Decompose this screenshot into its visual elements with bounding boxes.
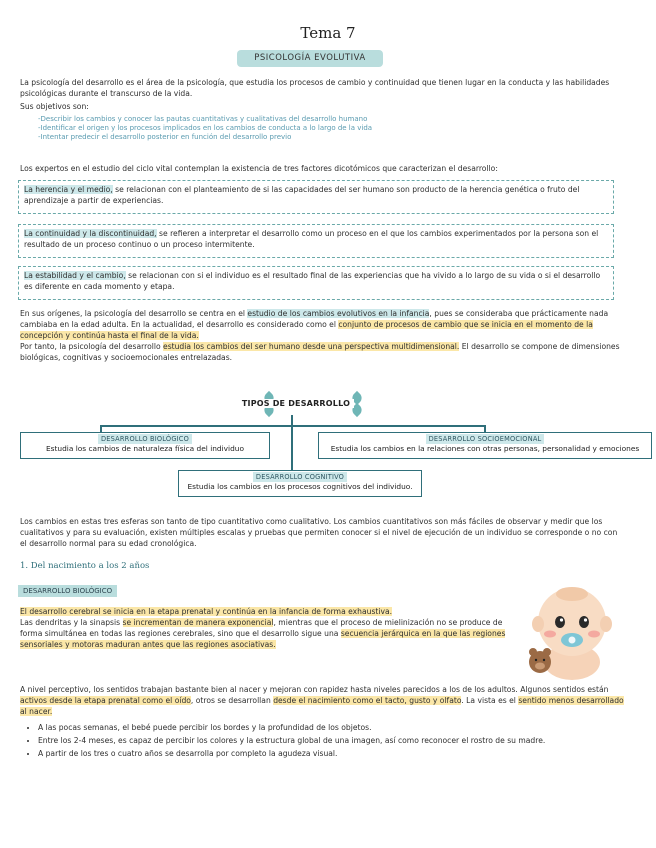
- origins-paragraph: [20, 308, 624, 363]
- objectives-label: Sus objetivos son:: [20, 102, 89, 111]
- changes-paragraph: Los cambios en estas tres esferas son tanto de tipo cuantitativo como cualitativo. Los cambios cuantitativos son más fáciles de observar y medir que los cualitativos y para su evaluación, existen múltiples escalas y pruebas que permiten conocer si el nivel de ejecución de un individuo se corresponde o no con el desarrollo normal para su edad cronológica.: [20, 517, 618, 548]
- connector-line: [100, 425, 484, 427]
- section-tag: DESARROLLO BIOLÓGICO: [18, 585, 117, 597]
- factor-text: se refieren a interpretar el desarrollo como un proceso en el que los cambios experimentados por la persona son el resultado de un proceso continuo o un proceso intermitente.: [24, 229, 599, 249]
- type-label: DESARROLLO COGNITIVO: [253, 472, 347, 482]
- factor-key: La continuidad y la discontinuidad,: [24, 229, 157, 238]
- text-span: , mientras que el proceso de mielinización no se produce de forma simultánea en todas las regiones cerebrales, sino que el desarrollo sigue una: [20, 618, 503, 638]
- highlight-span: se incrementan de manera exponencial: [122, 618, 274, 627]
- type-label: DESARROLLO SOCIOEMOCIONAL: [426, 434, 545, 444]
- highlight-span: estudio de los cambios evolutivos en la infancia: [247, 309, 430, 318]
- text-span: Las dendritas y la sinapsis: [20, 618, 123, 627]
- highlight-span: secuencia jerárquica en la que las regiones sensoriales y motoras maduran antes que las regiones asociativas.: [20, 629, 506, 649]
- factor-key: La estabilidad y el cambio,: [24, 271, 126, 280]
- perception-paragraph: [20, 684, 624, 717]
- type-description: Estudia los cambios de naturaleza física del individuo: [45, 444, 244, 453]
- highlight-span: activos desde la etapa prenatal como el oído: [20, 696, 191, 705]
- connector-line: [291, 415, 293, 470]
- section-heading: 1. Del nacimiento a los 2 años: [20, 561, 150, 571]
- highlight-span: sentido menos desarrollado al nacer.: [20, 696, 624, 716]
- type-box-cognitive: [178, 470, 422, 497]
- brain-paragraph: [20, 606, 516, 650]
- list-item: • Entre los 2-4 meses, es capaz de percibir los colores y la estructura global de una imagen, así como reconocer el rostro de su madre.: [38, 735, 644, 746]
- types-banner-label: TIPOS DE DESARROLLO: [238, 399, 354, 408]
- baby-illustration-icon: [524, 578, 616, 682]
- factor-box: [18, 266, 614, 300]
- factor-text: se relacionan con si el individuo es el resultado final de las experiencias que ha vivido a lo largo de su vida o si el desarrollo es diferente en cada momento y etapa.: [24, 271, 601, 291]
- highlight-span: desde el nacimiento como el tacto, gusto y olfato: [273, 696, 462, 705]
- highlight-span: El desarrollo cerebral se inicia en la etapa prenatal y continúa en la infancia de forma exhaustiva.: [20, 607, 393, 616]
- text-span: A nivel perceptivo, los sentidos trabajan bastante bien al nacer y mejoran con rapidez hasta niveles parecidos a los de los adultos. Algunos sentidos están: [20, 685, 609, 694]
- page-title: Tema 7: [300, 24, 356, 42]
- type-box-biological: [20, 432, 270, 459]
- highlight-span: conjunto de procesos de cambio que se inicia en el momento de la concepción y continúa hasta el final de la vida.: [20, 320, 593, 340]
- objective-item: -Describir los cambios y conocer las pautas cuantitativas y cualitativas del desarrollo humano: [38, 115, 368, 123]
- text-span: , otros se desarrollan: [190, 696, 274, 705]
- page-subtitle: PSICOLOGÍA EVOLUTIVA: [237, 50, 383, 67]
- highlight-span: estudia los cambios del ser humano desde una perspectiva multidimensional.: [163, 342, 460, 351]
- list-item: • A las pocas semanas, el bebé puede percibir los bordes y la profundidad de los objetos.: [38, 722, 644, 733]
- factors-intro: Los expertos en el estudio del ciclo vital contemplan la existencia de tres factores dicotómicos que caracterizan el desarrollo:: [20, 164, 498, 173]
- text-span: En sus orígenes, la psicología del desarrollo se centra en el: [20, 309, 248, 318]
- intro-paragraph: La psicología del desarrollo es el área de la psicología, que estudia los procesos de cambio y continuidad que tienen lugar en la conducta y las habilidades psicológicas durante el transcurso de la vida.: [20, 78, 610, 98]
- objectives-list: [38, 115, 558, 141]
- text-span: . La vista es el: [461, 696, 519, 705]
- text-span: Por tanto, la psicología del desarrollo: [20, 342, 164, 351]
- type-description: Estudia los cambios en la relaciones con otras personas, personalidad y emociones: [330, 444, 640, 453]
- factor-text: se relacionan con el planteamiento de si las capacidades del ser humano son producto de la herencia genética o fruto del aprendizaje a partir de experiencias.: [24, 185, 580, 205]
- factor-box: [18, 224, 614, 258]
- factor-box: [18, 180, 614, 214]
- list-item: • A partir de los tres o cuatro años se desarrolla por completo la agudeza visual.: [38, 748, 644, 759]
- text-span: , pues se consideraba que prácticamente nada cambiaba en la edad adulta. En la actualidad, el desarrollo es considerado como el: [20, 309, 609, 329]
- objective-item: -Intentar predecir el desarrollo posterior en función del desarrollo previo: [38, 132, 292, 141]
- type-box-socioemotional: [318, 432, 652, 459]
- type-label: DESARROLLO BIOLÓGICO: [98, 434, 192, 444]
- factor-key: La herencia y el medio,: [24, 185, 113, 194]
- type-description: Estudia los cambios en los procesos cognitivos del individuo.: [187, 482, 413, 491]
- objective-item: -Identificar el origen y los procesos implicados en los cambios de conducta a lo largo de la vida: [38, 123, 373, 132]
- types-banner: [236, 393, 356, 415]
- bullet-list: [20, 722, 644, 761]
- text-span: El desarrollo se compone de dimensiones biológicas, cognitivas y socioemocionales entrelazadas.: [20, 342, 620, 362]
